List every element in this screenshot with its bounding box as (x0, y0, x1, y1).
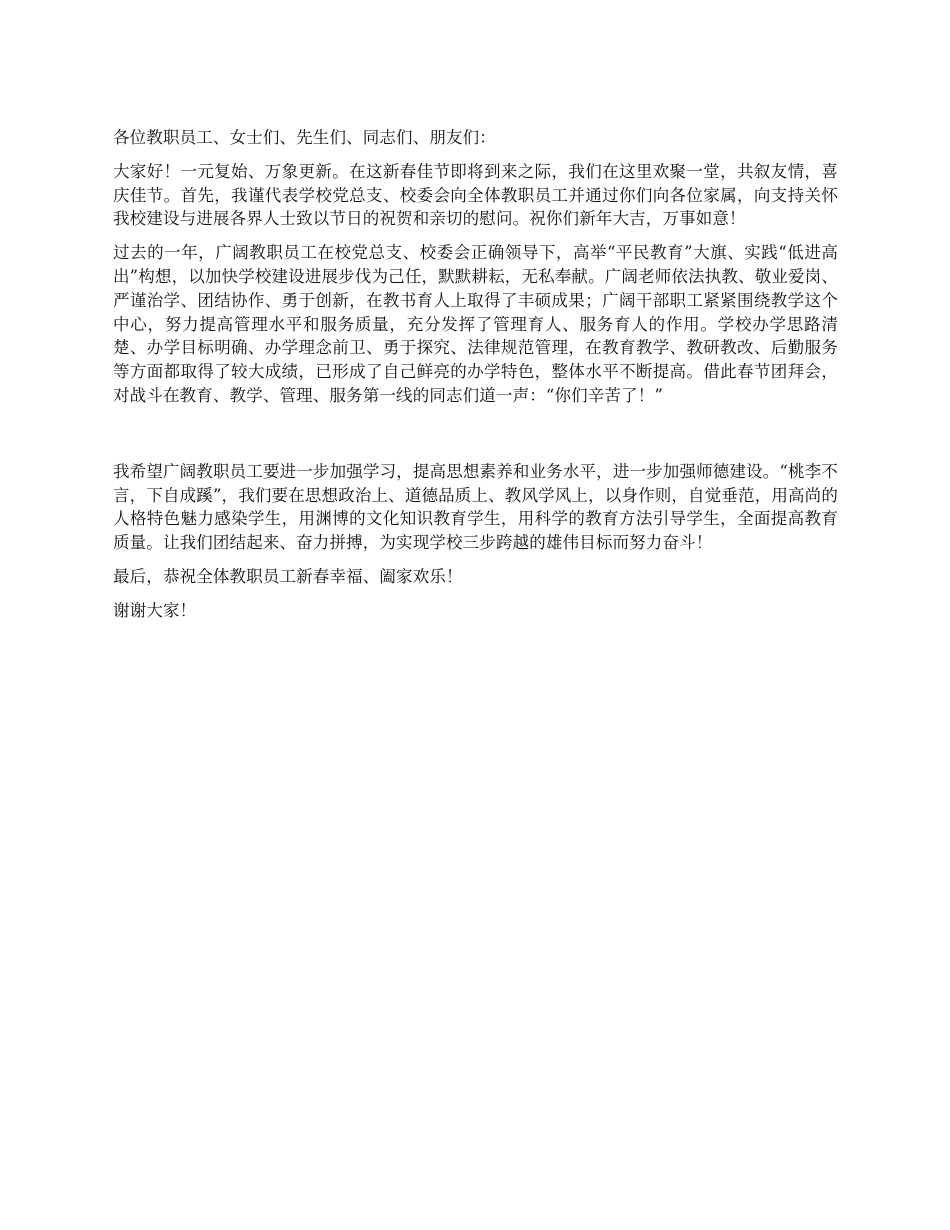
paragraph-hopes: 我希望广阔教职员工要进一步加强学习，提高思想素养和业务水平，进一步加强师德建设。“桃李不言，下自成蹊”，我们要在思想政治上、道德品质上、教风学风上，以身作则，自觉垂范，用高尚的人格特色魅力感染学生，用渊博的文化知识教育学生，用科学的教育方法引导学生，全面提高教育质量。让我们团结起来、奋力拼搏，为实现学校三步跨越的雄伟目标而努力奋斗！ (113, 461, 838, 553)
paragraph-opening: 大家好！一元复始、万象更新。在这新春佳节即将到来之际，我们在这里欢聚一堂，共叙友情，喜庆佳节。首先，我谨代表学校党总支、校委会向全体教职员工并通过你们向各位家属，向支持关怀我校建设与进展各界人士致以节日的祝贺和亲切的慰问。祝你们新年大吉，万事如意！ (113, 161, 838, 229)
paragraph-wishes: 最后，恭祝全体教职员工新春幸福、阖家欢乐！ (113, 566, 463, 586)
paragraph-review: 过去的一年，广阔教职员工在校党总支、校委会正确领导下，高举“平民教育”大旗、实践“低进高出”构想，以加快学校建设进展步伐为己任，默默耕耘，无私奉献。广阔老师依法执教、敬业爱岗、严谨治学、团结协作、勇于创新，在教书育人上取得了丰硕成果；广阔干部职工紧紧围绕教学这个中心，努力提高管理水平和服务质量，充分发挥了管理育人、服务育人的作用。学校办学思路清楚、办学目标明确、办学理念前卫、勇于探究、法律规范管理，在教育教学、教研教改、后勤服务等方面都取得了较大成绩，已形成了自己鲜亮的办学特色，整体水平不断提高。借此春节团拜会，对战斗在教育、教学、管理、服务第一线的同志们道一声：“你们辛苦了！” (113, 243, 838, 405)
paragraph-thanks: 谢谢大家！ (113, 600, 197, 620)
document-body (113, 126, 838, 623)
greeting-line: 各位教职员工、女士们、先生们、同志们、朋友们： (113, 128, 496, 147)
